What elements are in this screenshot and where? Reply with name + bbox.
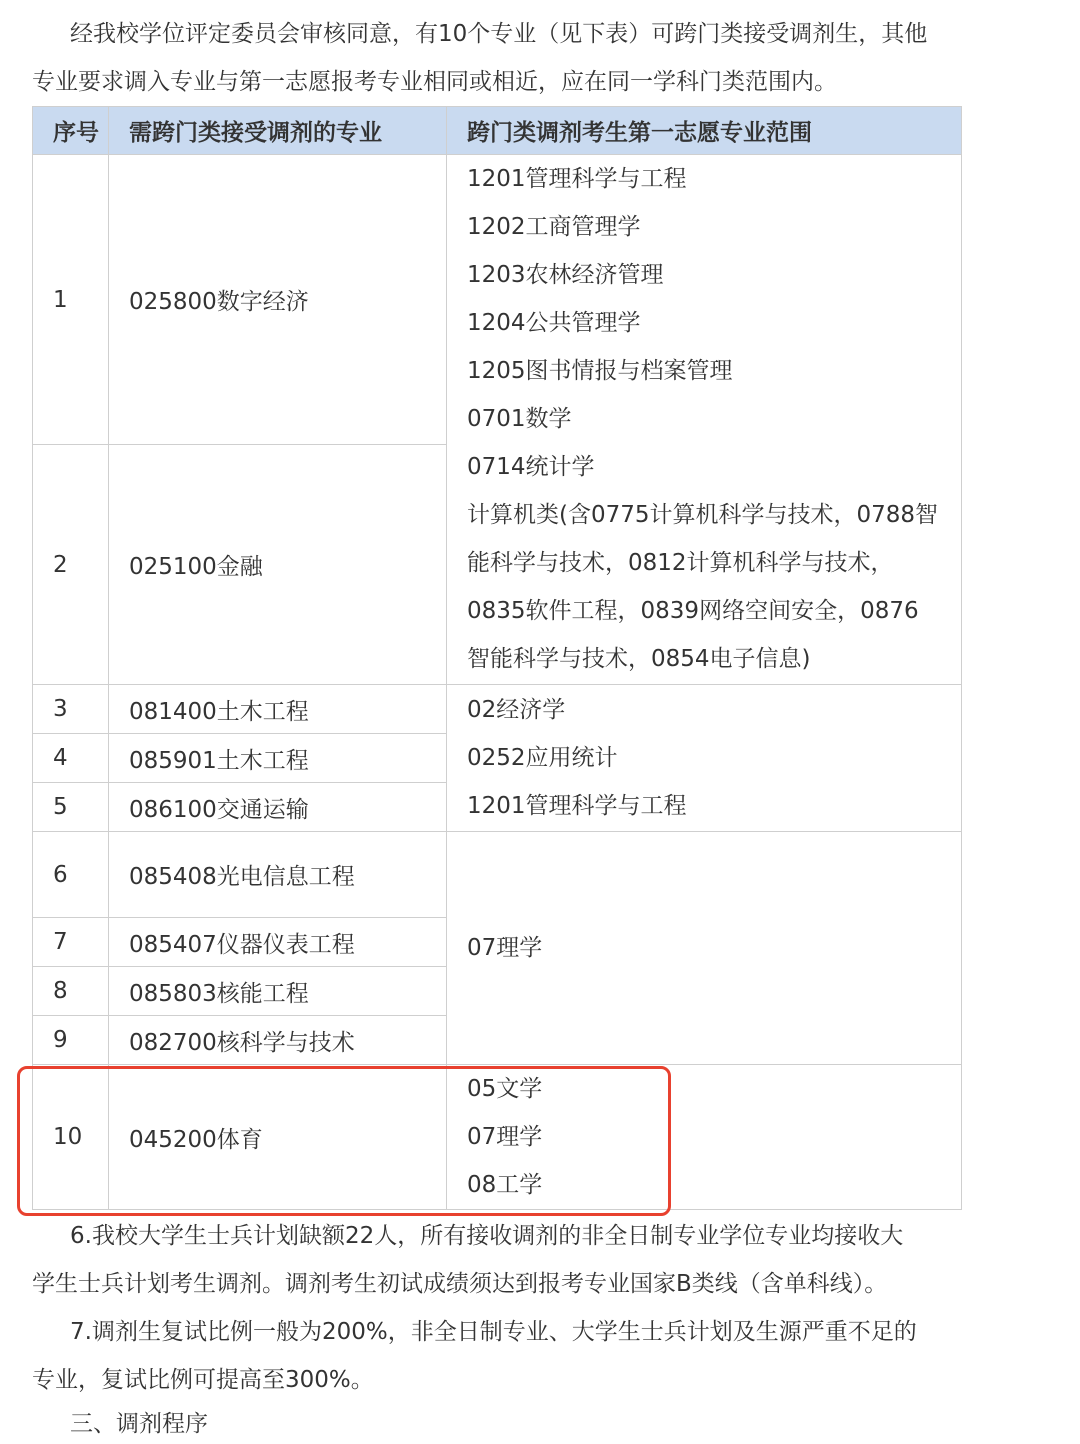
row-major: 081400土木工程	[109, 685, 447, 734]
range-item: 1201管理科学与工程	[467, 166, 687, 192]
range-cell-group4	[447, 1065, 962, 1210]
note-7-line-1: 7.调剂生复试比例一般为200%，非全日制专业、大学生士兵计划及生源严重不足的	[70, 1319, 917, 1345]
intro-line-1: 经我校学位评定委员会审核同意，有10个专业（见下表）可跨门类接受调剂生，其他	[70, 21, 928, 47]
range-cell-group3	[447, 832, 962, 1065]
range-item: 1201管理科学与工程	[467, 793, 687, 819]
range-item: 计算机类(含0775计算机科学与技术，0788智	[467, 502, 939, 528]
row-no: 6	[33, 832, 109, 918]
row-major: 085408光电信息工程	[109, 832, 447, 918]
note-7-line-2: 专业，复试比例可提高至300%。	[32, 1367, 374, 1393]
range-item: 智能科学与技术，0854电子信息)	[467, 646, 811, 672]
range-item: 07理学	[467, 935, 543, 961]
row-major: 086100交通运输	[109, 783, 447, 832]
note-6-line-2: 学生士兵计划考生调剂。调剂考生初试成绩须达到报考专业国家B类线（含单科线）。	[32, 1271, 888, 1297]
range-item: 07理学	[467, 1124, 543, 1150]
row-major: 025800数字经济	[109, 155, 447, 445]
row-major: 085803核能工程	[109, 967, 447, 1016]
row-major: 045200体育	[109, 1065, 447, 1210]
table-row	[33, 832, 962, 918]
range-item: 08工学	[467, 1172, 543, 1198]
row-no: 9	[33, 1016, 109, 1065]
range-item: 0701数学	[467, 406, 572, 432]
note-6-line-1: 6.我校大学生士兵计划缺额22人，所有接收调剂的非全日制专业学位专业均接收大	[70, 1223, 904, 1249]
row-major: 085901土木工程	[109, 734, 447, 783]
range-item: 0252应用统计	[467, 745, 618, 771]
table-header-row	[33, 107, 962, 155]
intro-line-2: 专业要求调入专业与第一志愿报考专业相同或相近，应在同一学科门类范围内。	[32, 69, 837, 95]
range-item: 1205图书情报与档案管理	[467, 358, 733, 384]
cross-category-majors-table	[32, 106, 962, 1210]
row-major: 085407仪器仪表工程	[109, 918, 447, 967]
row-no: 10	[33, 1065, 109, 1210]
section-heading-partial: 三、调剂程序	[70, 1411, 208, 1437]
table-row-highlighted	[33, 1065, 962, 1210]
range-cell-group2	[447, 685, 962, 832]
range-item: 05文学	[467, 1076, 543, 1102]
note-6-paragraph	[32, 1212, 962, 1308]
range-item: 1204公共管理学	[467, 310, 641, 336]
intro-paragraph	[32, 10, 962, 106]
row-no: 2	[33, 445, 109, 685]
range-item: 1203农林经济管理	[467, 262, 664, 288]
row-no: 7	[33, 918, 109, 967]
range-item: 0714统计学	[467, 454, 595, 480]
header-range: 跨门类调剂考生第一志愿专业范围	[447, 107, 962, 155]
row-major: 025100金融	[109, 445, 447, 685]
range-item: 1202工商管理学	[467, 214, 641, 240]
row-no: 8	[33, 967, 109, 1016]
range-item: 能科学与技术，0812计算机科学与技术，	[467, 550, 894, 576]
row-major: 082700核科学与技术	[109, 1016, 447, 1065]
range-cell-group1	[447, 155, 962, 685]
row-no: 5	[33, 783, 109, 832]
row-no: 3	[33, 685, 109, 734]
header-no: 序号	[33, 107, 109, 155]
table-row	[33, 155, 962, 445]
table-row	[33, 685, 962, 734]
range-item: 0835软件工程，0839网络空间安全，0876	[467, 598, 919, 624]
header-major: 需跨门类接受调剂的专业	[109, 107, 447, 155]
row-no: 1	[33, 155, 109, 445]
note-7-paragraph	[32, 1308, 962, 1404]
row-no: 4	[33, 734, 109, 783]
range-item: 02经济学	[467, 697, 566, 723]
